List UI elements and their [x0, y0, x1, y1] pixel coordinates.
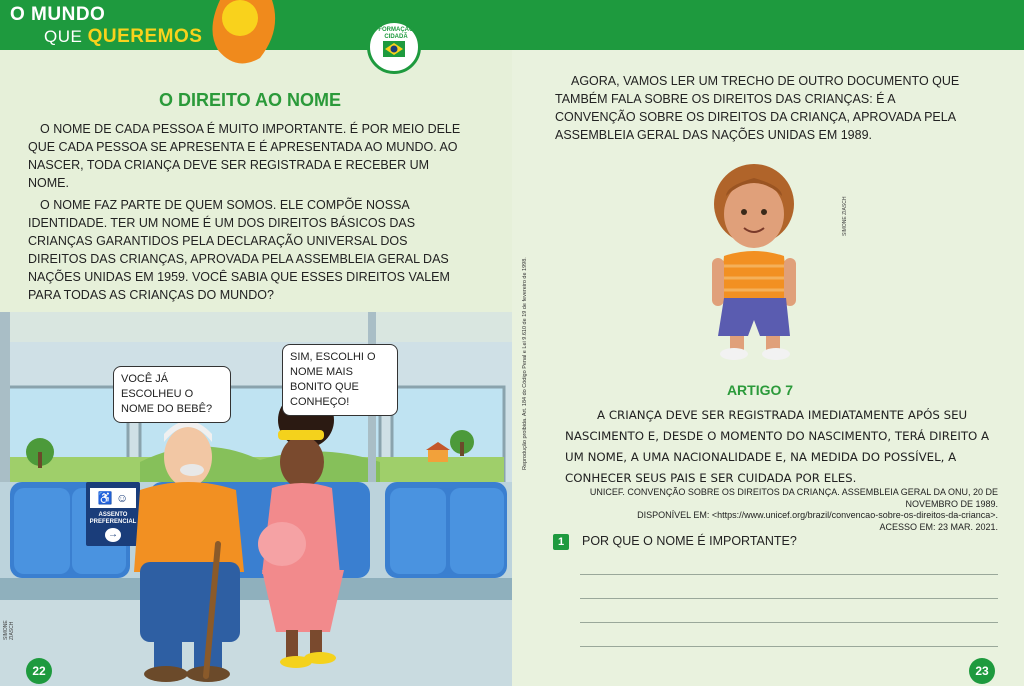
speech-bubble-woman: SIM, ESCOLHI O NOME MAIS BONITO QUE CONHEÇO!	[282, 344, 398, 416]
speech-bubble-man: VOCÊ JÁ ESCOLHEU O NOME DO BEBÊ?	[113, 366, 231, 423]
answer-line[interactable]	[580, 622, 998, 623]
boy-illustration	[690, 160, 820, 370]
illustration-credit-left: SIMONE ZIASCH	[3, 620, 15, 640]
citizenship-badge	[367, 20, 421, 74]
legal-notice: Reprodução proibida. Art. 184 do Código Penal e Lei 9.610 de 19 de fevereiro de 1998.	[522, 257, 528, 470]
priority-seat-sign	[86, 482, 140, 546]
answer-line[interactable]	[580, 598, 998, 599]
section-title: O DIREITO AO NOME	[158, 90, 341, 110]
series-title-prefix: QUE	[44, 27, 88, 46]
bus-illustration	[0, 312, 512, 686]
series-title-line1: O MUNDO	[10, 4, 106, 25]
answer-line[interactable]	[580, 574, 998, 575]
citation-line2: DISPONÍVEL EM: <https://www.unicef.org/brazil/convencao-sobre-os-direitos-da-crianca>.	[637, 510, 998, 520]
page-number-left: 22	[26, 658, 52, 684]
illustration-credit-right: SIMONE ZIASCH	[842, 196, 848, 236]
citation	[560, 487, 998, 533]
article-title: ARTIGO 7	[726, 382, 794, 398]
citation-line3: ACESSO EM: 23 MAR. 2021.	[879, 521, 998, 532]
sign-line2: PREFERENCIAL	[89, 519, 137, 525]
series-title-line2	[44, 26, 202, 48]
paragraph-2: O NOME FAZ PARTE DE QUEM SOMOS. ELE COMPÕE NOSSA IDENTIDADE. TER UM NOME É UM DOS DIREITOS BÁSICOS DAS CRIANÇAS GARANTIDOS PELA DECLARAÇÃO UNIVERSAL DOS DIREITOS DAS CRIANÇAS, APROVADA PELA ASSEMBLEIA GERAL DAS NAÇÕES UNIDAS EM 1959. VOCÊ SABIA QUE ESSES DIREITOS VALEM PARA TODAS AS CRIANÇAS DO MUNDO?	[28, 198, 450, 302]
sign-line1: ASSENTO	[98, 512, 128, 518]
brazil-flag-icon	[383, 41, 405, 57]
arrow-right-icon: →	[105, 528, 121, 542]
badge-text: FORMAÇÃO CIDADÃ	[378, 27, 414, 40]
series-title-highlight: QUEREMOS	[87, 26, 203, 47]
question-number: 1	[553, 534, 569, 550]
answer-line[interactable]	[580, 646, 998, 647]
article-text: A CRIANÇA DEVE SER REGISTRADA IMEDIATAMENTE APÓS SEU NASCIMENTO E, DESDE O MOMENTO DO NASCIMENTO, TERÁ DIREITO A UM NOME, A UMA NACIONALIDADE E, NA MEDIDA DO POSSÍVEL, A CONHECER SEUS PAIS E SER CUIDADA POR ELES.	[565, 408, 990, 485]
page-number-right: 23	[969, 658, 995, 684]
accessibility-icons: ♿ ☺	[90, 488, 136, 508]
question-text: POR QUE O NOME É IMPORTANTE?	[582, 534, 797, 548]
citation-line1: UNICEF. CONVENÇÃO SOBRE OS DIREITOS DA CRIANÇA. ASSEMBLEIA GERAL DA ONU, 20 DE NOVEMBRO DE 1989.	[589, 487, 998, 509]
intro-paragraph: AGORA, VAMOS LER UM TRECHO DE OUTRO DOCUMENTO QUE TAMBÉM FALA SOBRE OS DIREITOS DAS CRIANÇAS: É A CONVENÇÃO SOBRE OS DIREITOS DA CRIANÇA, APROVADA PELA ASSEMBLEIA GERAL DAS NAÇÕES UNIDAS EM 1989.	[555, 74, 960, 142]
paragraph-1: O NOME DE CADA PESSOA É MUITO IMPORTANTE. É POR MEIO DELE QUE CADA PESSOA SE APRESENTA E É APRESENTADA AO MUNDO. AO NASCER, TODA CRIANÇA DEVE SER REGISTRADA E RECEBER UM NOME.	[28, 122, 461, 190]
series-title	[10, 4, 220, 48]
